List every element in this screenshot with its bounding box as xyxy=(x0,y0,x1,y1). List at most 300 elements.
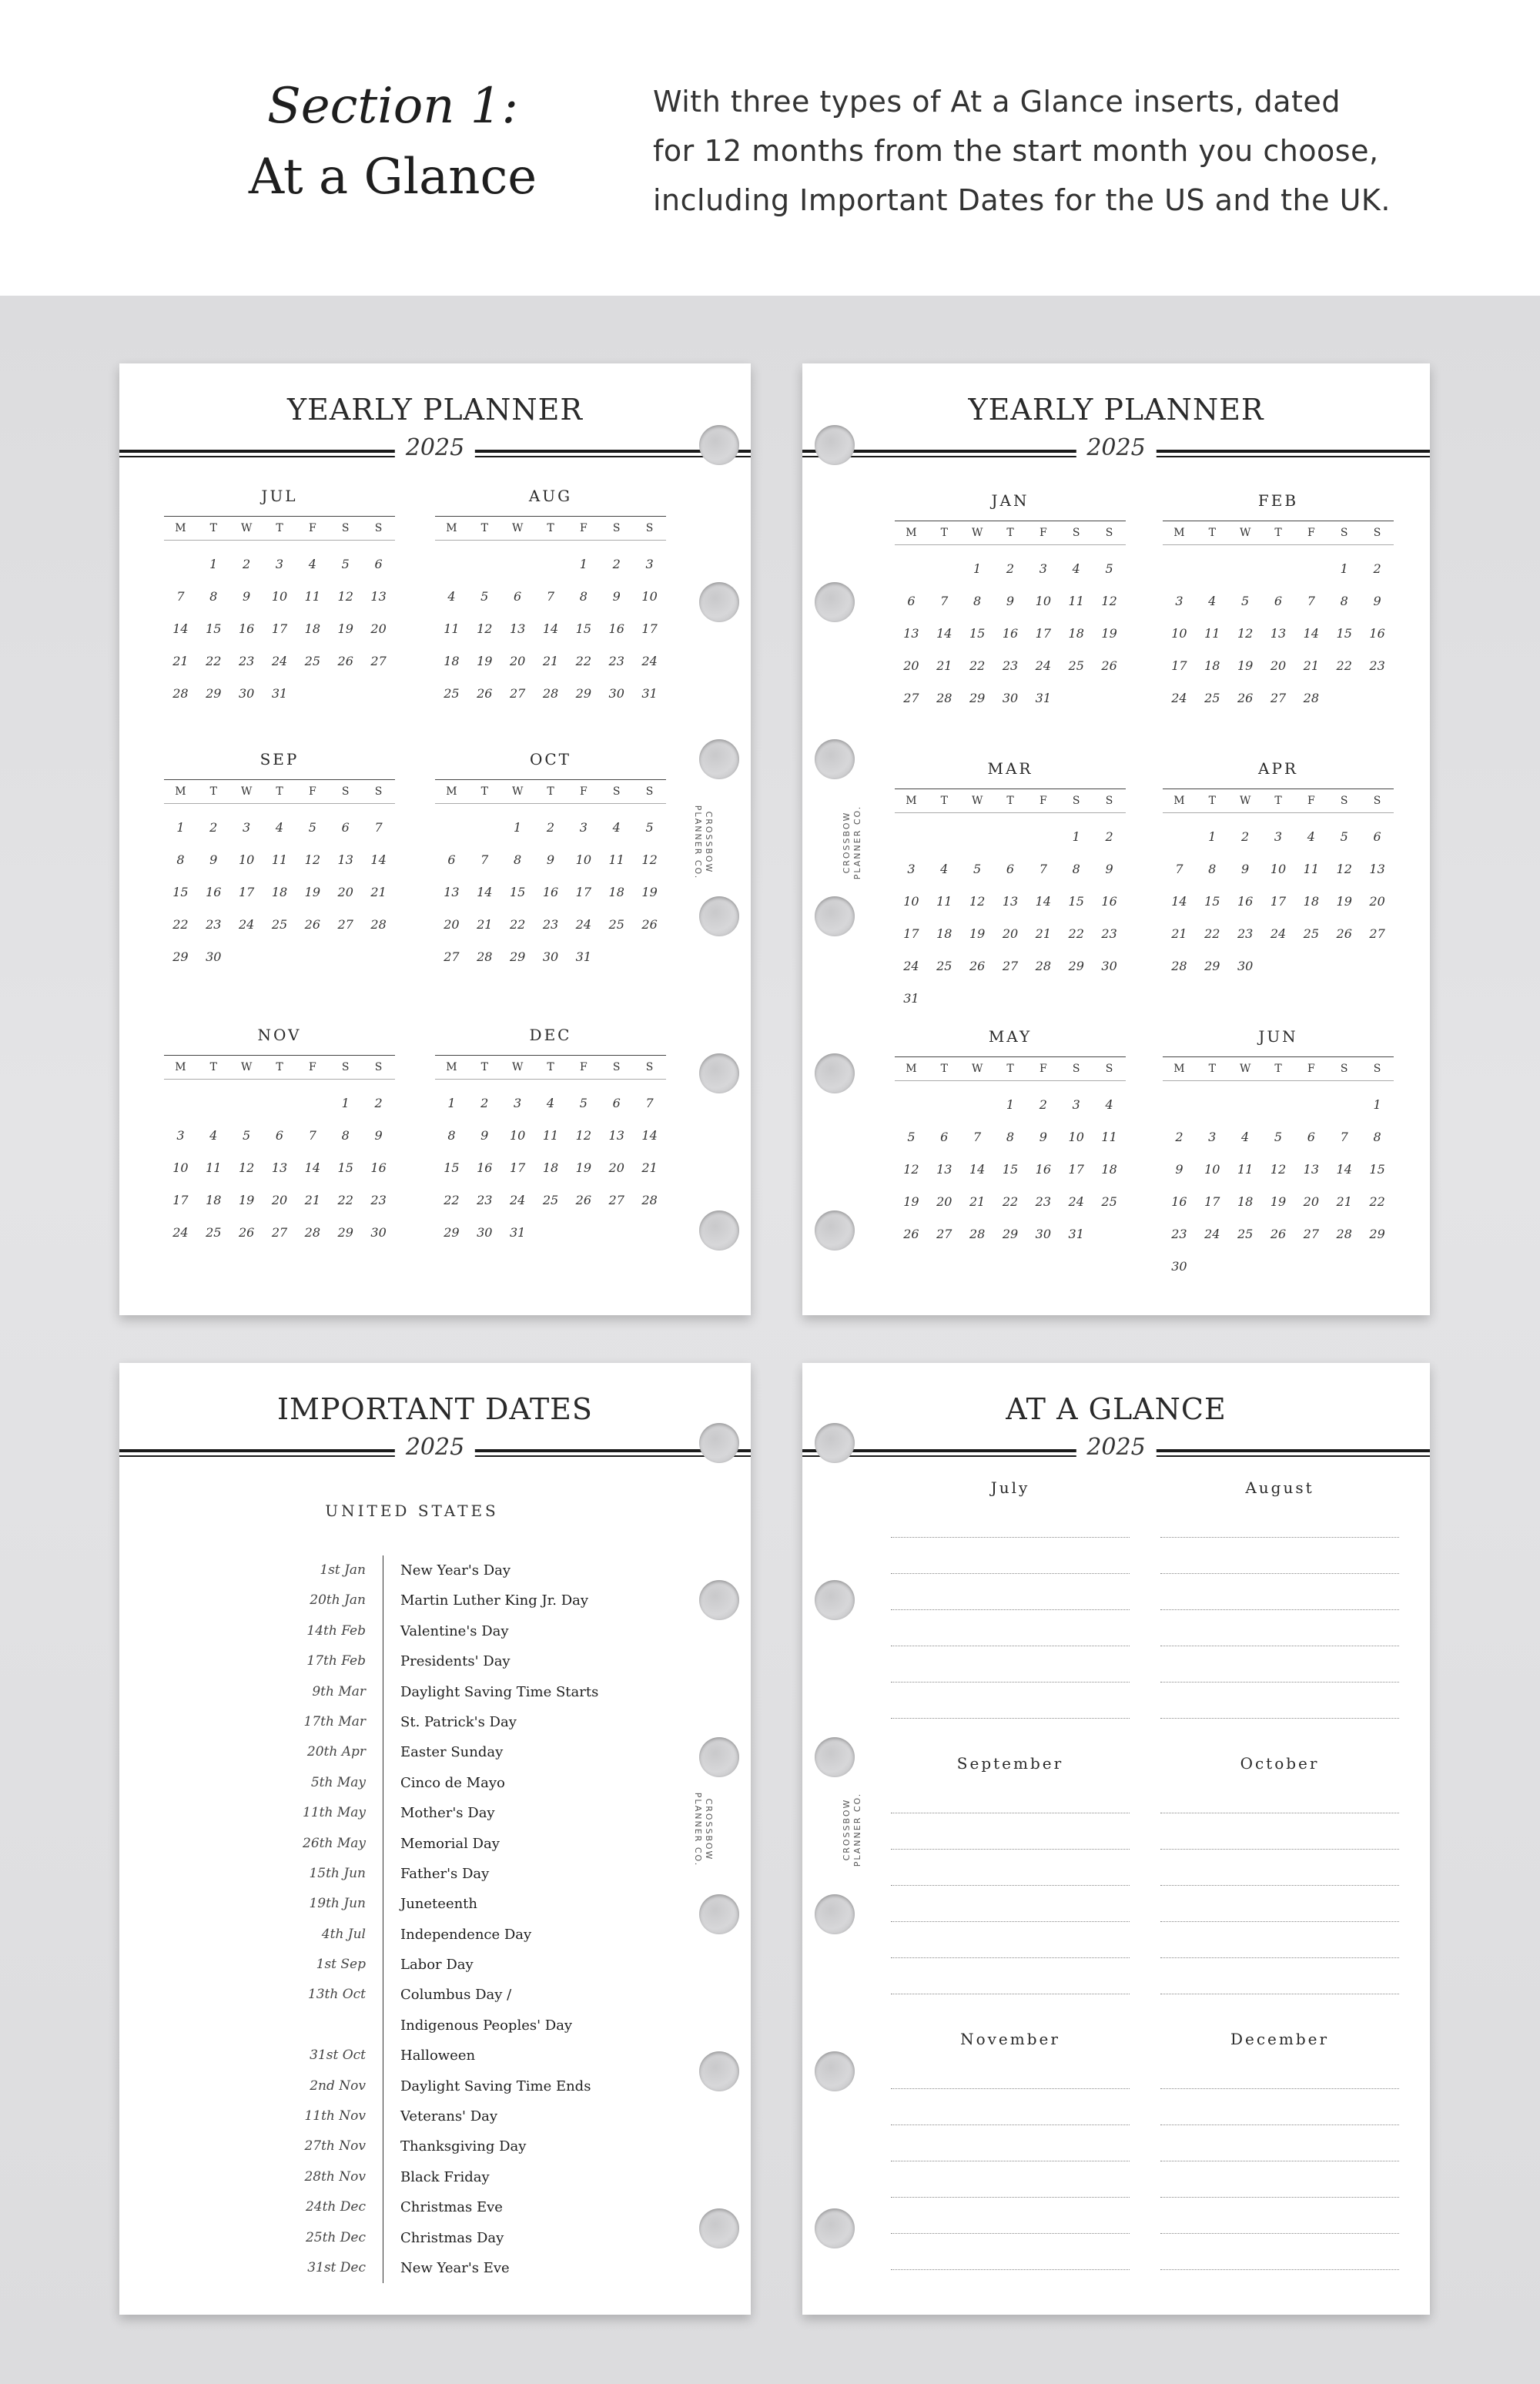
day-number: 7 xyxy=(176,589,185,604)
day-number: 9 xyxy=(209,852,218,867)
weekday-label: S xyxy=(1072,527,1080,539)
empty-day xyxy=(164,1087,197,1120)
day-number: 31 xyxy=(1068,1227,1084,1241)
empty-day xyxy=(961,1089,994,1121)
day-number: 3 xyxy=(514,1096,522,1110)
empty-day xyxy=(1262,553,1295,585)
weekday-label: T xyxy=(547,522,554,534)
holiday-name: Daylight Saving Time Starts xyxy=(383,1677,598,1707)
writing-line xyxy=(891,1646,1130,1683)
empty-day xyxy=(435,548,468,581)
day-number: 2 xyxy=(1006,561,1015,576)
weekday-label: F xyxy=(1307,527,1315,539)
day-number: 5 xyxy=(1105,561,1113,576)
date-label: 11th May xyxy=(303,1805,366,1821)
day-number: 14 xyxy=(542,621,559,636)
day-number: 23 xyxy=(542,917,559,932)
weekday-label: T xyxy=(547,1061,554,1073)
writing-line xyxy=(1160,2198,1399,2234)
writing-line xyxy=(891,1922,1130,1958)
weekday-label: T xyxy=(480,1061,488,1073)
empty-day xyxy=(1294,1089,1327,1121)
day-number: 2 xyxy=(1105,829,1113,844)
day-number: 28 xyxy=(370,917,387,932)
important-date-row xyxy=(273,2011,598,2041)
day-number: 23 xyxy=(1035,1194,1052,1209)
day-number: 30 xyxy=(477,1225,493,1240)
day-number: 29 xyxy=(337,1225,353,1240)
day-number: 14 xyxy=(477,885,493,899)
day-number: 31 xyxy=(641,686,658,701)
day-number: 9 xyxy=(243,589,251,604)
month-calendar xyxy=(164,750,395,973)
day-number: 10 xyxy=(172,1160,189,1175)
weekday-label: F xyxy=(308,522,316,534)
day-number: 23 xyxy=(238,654,255,668)
day-number: 15 xyxy=(1002,1162,1019,1177)
day-number: 28 xyxy=(1336,1227,1352,1241)
day-number: 7 xyxy=(480,852,489,867)
writing-line xyxy=(891,1958,1130,1994)
day-number: 13 xyxy=(936,1162,952,1177)
day-number: 2 xyxy=(374,1096,383,1110)
day-number: 28 xyxy=(1171,959,1187,973)
day-number: 9 xyxy=(546,852,555,867)
date-label: 4th Jul xyxy=(321,1926,366,1942)
weekday-label: T xyxy=(1006,795,1014,807)
day-grid xyxy=(164,812,395,973)
weekday-label: S xyxy=(1072,795,1080,807)
day-number: 27 xyxy=(1303,1227,1320,1241)
day-number: 9 xyxy=(1006,594,1015,608)
important-date-row xyxy=(273,2253,598,2283)
day-number: 7 xyxy=(546,589,555,604)
important-date-row xyxy=(273,2041,598,2071)
holiday-name: Columbus Day / xyxy=(383,1980,511,2010)
ring-hole xyxy=(699,425,739,465)
day-number: 7 xyxy=(1039,862,1047,876)
empty-day xyxy=(468,548,501,581)
day-number: 15 xyxy=(1369,1162,1385,1177)
glance-month-name: December xyxy=(1230,2030,1330,2048)
day-number: 11 xyxy=(608,852,624,867)
writing-line xyxy=(1160,2089,1399,2125)
day-number: 13 xyxy=(337,852,353,867)
day-number: 12 xyxy=(304,852,321,867)
brand-line2: PLANNER CO. xyxy=(852,805,862,880)
weekday-label: S xyxy=(645,522,654,534)
writing-line xyxy=(1160,2161,1399,2198)
day-number: 15 xyxy=(969,626,986,641)
day-number: 21 xyxy=(936,658,952,673)
month-calendar xyxy=(164,487,395,710)
writing-line xyxy=(891,1538,1130,1574)
empty-day xyxy=(1196,1089,1229,1121)
day-number: 18 xyxy=(271,885,288,899)
day-number: 26 xyxy=(1336,926,1352,941)
description-line3: including Important Dates for the US and the UK. xyxy=(653,183,1391,217)
day-number: 5 xyxy=(341,557,350,571)
weekday-label: W xyxy=(1239,527,1251,539)
day-number: 23 xyxy=(608,654,624,668)
day-number: 19 xyxy=(477,654,493,668)
day-number: 2 xyxy=(243,557,251,571)
day-number: 13 xyxy=(1002,894,1019,909)
ring-hole xyxy=(815,1053,855,1093)
day-number: 7 xyxy=(1175,862,1183,876)
day-number: 13 xyxy=(271,1160,288,1175)
day-number: 29 xyxy=(1068,959,1084,973)
date-label: 17th Feb xyxy=(306,1653,366,1669)
day-number: 25 xyxy=(542,1193,559,1207)
important-date-row xyxy=(273,2223,598,2253)
day-number: 10 xyxy=(1171,626,1187,641)
day-number: 15 xyxy=(1068,894,1084,909)
day-number: 6 xyxy=(1274,594,1283,608)
month-calendar xyxy=(435,487,666,710)
weekday-label: T xyxy=(1274,795,1282,807)
writing-line xyxy=(1160,1574,1399,1610)
holiday-name: Mother's Day xyxy=(383,1798,495,1828)
day-number: 4 xyxy=(1072,561,1080,576)
important-date-row xyxy=(273,1585,598,1616)
day-number: 21 xyxy=(304,1193,321,1207)
day-number: 19 xyxy=(641,885,658,899)
day-number: 12 xyxy=(641,852,658,867)
date-label: 2nd Nov xyxy=(310,2078,366,2094)
day-number: 3 xyxy=(1208,1130,1217,1144)
day-number: 11 xyxy=(1068,594,1084,608)
day-number: 4 xyxy=(1241,1130,1250,1144)
day-number: 28 xyxy=(172,686,189,701)
day-number: 17 xyxy=(238,885,255,899)
day-number: 24 xyxy=(509,1193,526,1207)
day-number: 31 xyxy=(271,686,288,701)
day-number: 27 xyxy=(903,691,919,705)
ring-hole xyxy=(815,1894,855,1934)
day-number: 13 xyxy=(509,621,526,636)
day-number: 1 xyxy=(447,1096,456,1110)
empty-day xyxy=(895,1089,928,1121)
day-grid xyxy=(435,812,666,973)
weekday-label: M xyxy=(1173,795,1185,807)
day-number: 5 xyxy=(1241,594,1250,608)
day-number: 18 xyxy=(206,1193,222,1207)
ring-hole xyxy=(815,896,855,936)
weekday-label: T xyxy=(209,1061,217,1073)
day-number: 21 xyxy=(1035,926,1052,941)
holiday-name: Labor Day xyxy=(383,1950,474,1980)
day-number: 15 xyxy=(1336,626,1352,641)
day-number: 10 xyxy=(1035,594,1052,608)
brand-mark xyxy=(842,1787,863,1872)
day-number: 1 xyxy=(209,557,218,571)
day-number: 26 xyxy=(337,654,353,668)
day-number: 10 xyxy=(641,589,658,604)
day-number: 5 xyxy=(1340,829,1348,844)
month-calendar xyxy=(895,491,1126,715)
day-number: 25 xyxy=(444,686,460,701)
day-number: 29 xyxy=(206,686,222,701)
day-number: 1 xyxy=(1072,829,1080,844)
day-number: 19 xyxy=(1270,1194,1287,1209)
important-date-row xyxy=(273,1980,598,2010)
empty-day xyxy=(164,548,197,581)
weekday-label: T xyxy=(547,785,554,798)
weekday-label: T xyxy=(276,522,283,534)
weekday-label: M xyxy=(175,785,186,798)
day-number: 4 xyxy=(612,820,621,835)
day-number: 18 xyxy=(1068,626,1084,641)
weekday-label: F xyxy=(1039,527,1047,539)
day-number: 19 xyxy=(337,621,353,636)
day-number: 22 xyxy=(1068,926,1084,941)
writing-line xyxy=(891,1777,1130,1813)
weekday-label: M xyxy=(906,527,917,539)
writing-line xyxy=(891,2125,1130,2161)
day-number: 8 xyxy=(447,1128,456,1143)
day-number: 22 xyxy=(1204,926,1220,941)
section-description xyxy=(653,77,1515,225)
day-number: 23 xyxy=(206,917,222,932)
day-number: 18 xyxy=(608,885,624,899)
writing-line xyxy=(1160,2125,1399,2161)
day-number: 12 xyxy=(903,1162,919,1177)
day-number: 20 xyxy=(903,658,919,673)
day-number: 29 xyxy=(444,1225,460,1240)
day-number: 3 xyxy=(1039,561,1047,576)
day-number: 25 xyxy=(936,959,952,973)
day-number: 5 xyxy=(243,1128,251,1143)
weekday-label: T xyxy=(1208,527,1216,539)
empty-day xyxy=(1026,821,1060,853)
day-number: 4 xyxy=(940,862,949,876)
day-number: 4 xyxy=(447,589,456,604)
day-number: 14 xyxy=(1303,626,1320,641)
day-number: 11 xyxy=(1204,626,1220,641)
day-number: 6 xyxy=(1373,829,1381,844)
weekday-label: W xyxy=(971,795,983,807)
writing-line xyxy=(891,1886,1130,1922)
writing-line xyxy=(1160,1850,1399,1886)
day-number: 17 xyxy=(1035,626,1052,641)
glance-month-name: August xyxy=(1245,1478,1314,1497)
writing-line xyxy=(1160,1610,1399,1646)
brand-line1: CROSSBOW xyxy=(842,1798,852,1861)
weekday-label: W xyxy=(971,1063,983,1075)
date-label xyxy=(273,2011,383,2041)
day-number: 4 xyxy=(209,1128,218,1143)
glance-month-section xyxy=(891,2030,1130,2270)
day-number: 10 xyxy=(271,589,288,604)
day-number: 1 xyxy=(579,557,588,571)
holiday-name: Halloween xyxy=(383,2041,475,2071)
month-calendar xyxy=(1163,759,1394,983)
yearly-planner-page-left xyxy=(119,363,751,1315)
section-title-line2: At a Glance xyxy=(248,149,537,206)
day-number: 25 xyxy=(1101,1194,1117,1209)
day-number: 6 xyxy=(1307,1130,1315,1144)
weekday-label: S xyxy=(1105,795,1113,807)
weekday-label: W xyxy=(1239,1063,1251,1075)
holiday-name: New Year's Day xyxy=(383,1555,511,1585)
day-number: 15 xyxy=(337,1160,353,1175)
day-number: 12 xyxy=(337,589,353,604)
day-number: 7 xyxy=(940,594,949,608)
weekday-label: W xyxy=(240,785,253,798)
weekday-label: M xyxy=(1173,527,1185,539)
day-number: 15 xyxy=(575,621,592,636)
ring-hole xyxy=(699,1210,739,1251)
weekday-label: W xyxy=(240,522,253,534)
day-number: 26 xyxy=(575,1193,592,1207)
day-grid xyxy=(435,548,666,710)
day-number: 13 xyxy=(608,1128,624,1143)
day-number: 1 xyxy=(1208,829,1217,844)
day-grid xyxy=(164,1087,395,1249)
weekday-label: F xyxy=(308,785,316,798)
holiday-name: Valentine's Day xyxy=(383,1616,509,1646)
weekday-label: S xyxy=(341,785,350,798)
day-number: 29 xyxy=(1002,1227,1019,1241)
holiday-name: St. Patrick's Day xyxy=(383,1707,517,1737)
weekday-label: M xyxy=(906,1063,917,1075)
day-number: 8 xyxy=(1006,1130,1015,1144)
weekday-label: M xyxy=(446,785,457,798)
holiday-name: Daylight Saving Time Ends xyxy=(383,2071,591,2101)
day-number: 30 xyxy=(1002,691,1019,705)
day-number: 1 xyxy=(1340,561,1348,576)
day-number: 24 xyxy=(1035,658,1052,673)
weekday-label: S xyxy=(341,1061,350,1073)
day-number: 23 xyxy=(477,1193,493,1207)
day-number: 26 xyxy=(304,917,321,932)
weekday-label: S xyxy=(1340,795,1348,807)
month-name: JAN xyxy=(991,491,1029,510)
empty-day xyxy=(994,821,1027,853)
day-number: 30 xyxy=(608,686,624,701)
day-grid xyxy=(1163,553,1394,715)
date-label: 17th Mar xyxy=(303,1713,366,1729)
day-number: 16 xyxy=(1101,894,1117,909)
empty-day xyxy=(230,1087,263,1120)
month-name: FEB xyxy=(1257,491,1299,510)
page-year: 2025 xyxy=(1076,434,1156,461)
day-number: 13 xyxy=(444,885,460,899)
important-date-row xyxy=(273,1859,598,1889)
weekday-label: F xyxy=(579,1061,588,1073)
day-number: 22 xyxy=(969,658,986,673)
weekday-label: S xyxy=(1072,1063,1080,1075)
day-number: 23 xyxy=(1171,1227,1187,1241)
writing-line xyxy=(891,1850,1130,1886)
day-number: 30 xyxy=(370,1225,387,1240)
important-date-row xyxy=(273,1829,598,1859)
day-grid xyxy=(1163,1089,1394,1283)
day-number: 10 xyxy=(509,1128,526,1143)
day-number: 20 xyxy=(1270,658,1287,673)
ring-hole xyxy=(699,1053,739,1093)
day-number: 24 xyxy=(641,654,658,668)
day-number: 30 xyxy=(542,949,559,964)
day-number: 2 xyxy=(1241,829,1250,844)
day-number: 11 xyxy=(1101,1130,1117,1144)
day-number: 27 xyxy=(271,1225,288,1240)
day-number: 9 xyxy=(1039,1130,1047,1144)
ring-hole xyxy=(815,1580,855,1620)
day-number: 7 xyxy=(1307,594,1315,608)
day-number: 5 xyxy=(480,589,489,604)
holiday-name: Christmas Day xyxy=(383,2223,504,2253)
weekday-label: T xyxy=(1006,1063,1014,1075)
day-number: 29 xyxy=(509,949,526,964)
weekday-label: T xyxy=(209,522,217,534)
ring-hole xyxy=(815,1423,855,1463)
day-number: 29 xyxy=(575,686,592,701)
weekday-label: T xyxy=(276,785,283,798)
day-number: 22 xyxy=(1002,1194,1019,1209)
day-number: 26 xyxy=(1270,1227,1287,1241)
day-number: 16 xyxy=(1237,894,1254,909)
weekday-header xyxy=(1163,521,1394,545)
weekday-label: S xyxy=(645,785,654,798)
month-name: SEP xyxy=(259,750,300,768)
weekday-label: M xyxy=(175,522,186,534)
weekday-label: S xyxy=(374,522,383,534)
ring-hole xyxy=(815,2051,855,2091)
day-number: 25 xyxy=(206,1225,222,1240)
month-name: NOV xyxy=(257,1026,302,1044)
date-label: 24th Dec xyxy=(305,2199,366,2215)
day-number: 24 xyxy=(1068,1194,1084,1209)
day-number: 14 xyxy=(936,626,952,641)
weekday-header xyxy=(895,521,1126,545)
weekday-label: W xyxy=(511,522,524,534)
day-number: 24 xyxy=(1171,691,1187,705)
day-number: 21 xyxy=(1171,926,1187,941)
date-label: 1st Sep xyxy=(316,1957,366,1973)
day-number: 17 xyxy=(1068,1162,1084,1177)
day-number: 18 xyxy=(1101,1162,1117,1177)
day-number: 12 xyxy=(238,1160,255,1175)
writing-line xyxy=(1160,1646,1399,1683)
day-number: 21 xyxy=(969,1194,986,1209)
empty-day xyxy=(928,553,961,585)
writing-line xyxy=(1160,1886,1399,1922)
glance-month-name: October xyxy=(1240,1754,1320,1773)
page-year: 2025 xyxy=(395,434,475,461)
weekday-label: W xyxy=(971,527,983,539)
date-label: 11th Nov xyxy=(304,2108,366,2125)
day-number: 14 xyxy=(1171,894,1187,909)
day-number: 2 xyxy=(1373,561,1381,576)
month-calendar xyxy=(164,1026,395,1249)
day-number: 6 xyxy=(514,589,522,604)
month-name: JUN xyxy=(1258,1027,1298,1046)
weekday-label: S xyxy=(612,785,621,798)
weekday-label: T xyxy=(1006,527,1014,539)
day-number: 2 xyxy=(612,557,621,571)
day-number: 11 xyxy=(304,589,321,604)
weekday-label: T xyxy=(1208,795,1216,807)
day-number: 24 xyxy=(575,917,592,932)
glance-month-name: September xyxy=(956,1754,1064,1773)
day-number: 22 xyxy=(444,1193,460,1207)
day-number: 26 xyxy=(477,686,493,701)
day-number: 15 xyxy=(1204,894,1220,909)
writing-line xyxy=(891,2089,1130,2125)
day-number: 22 xyxy=(206,654,222,668)
